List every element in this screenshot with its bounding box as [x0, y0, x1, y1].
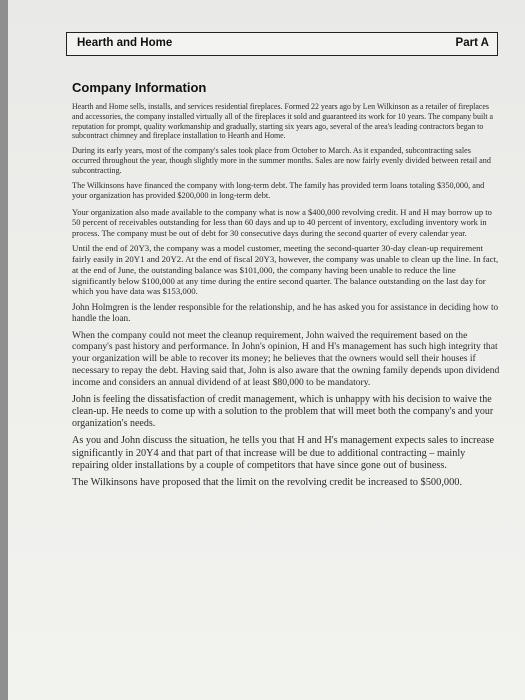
paragraph-financing: The Wilkinsons have financed the company with long-term debt. The family has provided term loans totaling $350,000, and your organization has provided $200,000 in long-term debt.	[72, 181, 485, 201]
paragraph-dissatisfaction: John is feeling the dissatisfaction of credit management, which is unhappy with his decision to waive the clean-up. He needs to come up with a solution to the problem that will meet both the company's and your organization's needs.	[72, 393, 494, 430]
paragraph-lender: John Holmgren is the lender responsible for the relationship, and he has asked you for assistance in deciding how to handle the loan.	[72, 302, 499, 324]
paragraph-company-overview: Hearth and Home sells, installs, and services residential fireplaces. Formed 22 years ago by Len Wilkinson as a retailer of fireplaces and accessories, the company installed virtually all of the fireplaces it sold and guaranteed its work for 10 years. The company built a reputation for prompt, quality workmanship and gradually, starting six years ago, several of the area's leading contractors began to subcontract chimney and fireplace installation to Hearth and Home.	[72, 102, 493, 141]
paragraph-cleanup-history: Until the end of 20Y3, the company was a model customer, meeting the second-quarter 30-day clean-up requirement fairly easily in 20Y1 and 20Y2. At the end of fiscal 20Y3, however, the company was unable to clean up the line. In fact, at the end of June, the outstanding balance was $101,000, the company having been unable to reduce the line significantly below $100,000 at any time during the entire second quarter. The balance outstanding on the last day for which you have data was $153,000.	[72, 243, 499, 297]
paragraph-waiver: When the company could not meet the cleanup requirement, John waived the requirement based on the company's past history and performance. In John's opinion, H and H's management has such high integrity that your organization will be able to recover its money; he believes that the owners would sell their houses if necessary to repay the debt. Having said that, John is also aware that the owning family depends upon dividend income and considers an annual dividend of at least $80,000 to be mandatory.	[72, 329, 500, 388]
header-right-label: Part A	[455, 37, 489, 49]
paragraph-credit-proposal: The Wilkinsons have proposed that the limit on the revolving credit be increased to $500,000.	[72, 477, 463, 489]
page-header	[66, 32, 498, 56]
header-left-label: Hearth and Home	[77, 37, 173, 49]
paragraph-sales-seasonality: During its early years, most of the company's sales took place from October to March. As it expanded, subcontracting sales occurred throughout the year, though slightly more in the summer months. Sales are now fairly evenly divided between retail and subcontracting.	[72, 146, 491, 176]
paragraph-revolving-credit: Your organization also made available to the company what is now a $400,000 revolving credit. H and H may borrow up to 50 percent of receivables outstanding for less than 60 days and up to 40 percent of inventory, excluding inventory work in process. The company must be out of debt for 30 consecutive days during the second quarter of every calendar year.	[72, 206, 492, 238]
section-title: Company Information	[72, 80, 207, 95]
document-page	[8, 0, 525, 700]
document-body	[72, 102, 500, 495]
paragraph-sales-expectations: As you and John discuss the situation, he tells you that H and H's management expects sales to increase significantly in 20Y4 and that part of that increase will be due to additional contracting – mainly repairing older installations by a couple of competitors that have since gone out of business.	[72, 435, 494, 472]
